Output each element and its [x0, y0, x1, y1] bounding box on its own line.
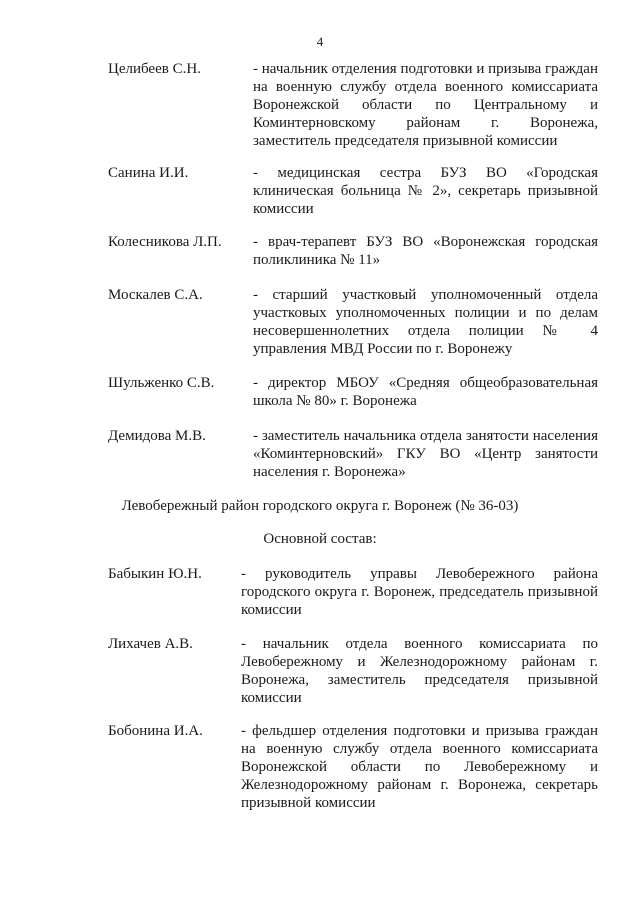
member-name: Лихачев А.В.	[108, 636, 193, 652]
member-name: Демидова М.В.	[108, 428, 206, 444]
member-description: - медицинская сестра БУЗ ВО «Городская клиническая больница № 2», секретарь призывной комиссии	[253, 165, 598, 217]
member-description: - заместитель начальника отдела занятости населения «Коминтерновский» ГКУ ВО «Центр занятости населения г. Воронежа»	[253, 428, 598, 480]
page-number: 4	[316, 34, 324, 49]
member-name: Бобонина И.А.	[108, 723, 203, 739]
member-description: - руководитель управы Левобережного района городского округа г. Воронеж, председатель призывной комиссии	[241, 566, 598, 618]
member-name: Колесникова Л.П.	[108, 234, 222, 250]
member-name: Бабыкин Ю.Н.	[108, 566, 202, 582]
member-description: - директор МБОУ «Средняя общеобразовательная школа № 80» г. Воронежа	[253, 375, 598, 409]
member-name: Шульженко С.В.	[108, 375, 215, 391]
member-description: - фельдшер отделения подготовки и призыва граждан на военную службу отдела военного комиссариата Воронежской области по Левобережному и Железнодорожному районам г. Воронежа, секретарь призывной комиссии	[241, 723, 598, 811]
member-description: - начальник отделения подготовки и призыва граждан на военную службу отдела военного комиссариата Воронежской области по Центральному и Коминтерновскому районам г. Воронежа, заместитель председателя призывной комиссии	[253, 61, 598, 149]
member-description: - начальник отдела военного комиссариата по Левобережному и Железнодорожному районам г. Воронежа, заместитель председателя призывной комиссии	[241, 636, 598, 706]
member-name: Санина И.И.	[108, 165, 189, 181]
member-name: Целибеев С.Н.	[108, 61, 201, 77]
member-description: - врач-терапевт БУЗ ВО «Воронежская городская поликлиника № 11»	[253, 234, 598, 268]
composition-subtitle: Основной состав:	[263, 531, 377, 547]
member-name: Москалев С.А.	[108, 287, 203, 303]
member-description: - старший участковый уполномоченный отдела участковых уполномоченных полиции и по делам несовершеннолетних отдела полиции № 4 управления МВД России по г. Воронежу	[253, 287, 598, 357]
district-section-title: Левобережный район городского округа г. Воронеж (№ 36-03)	[121, 498, 519, 514]
